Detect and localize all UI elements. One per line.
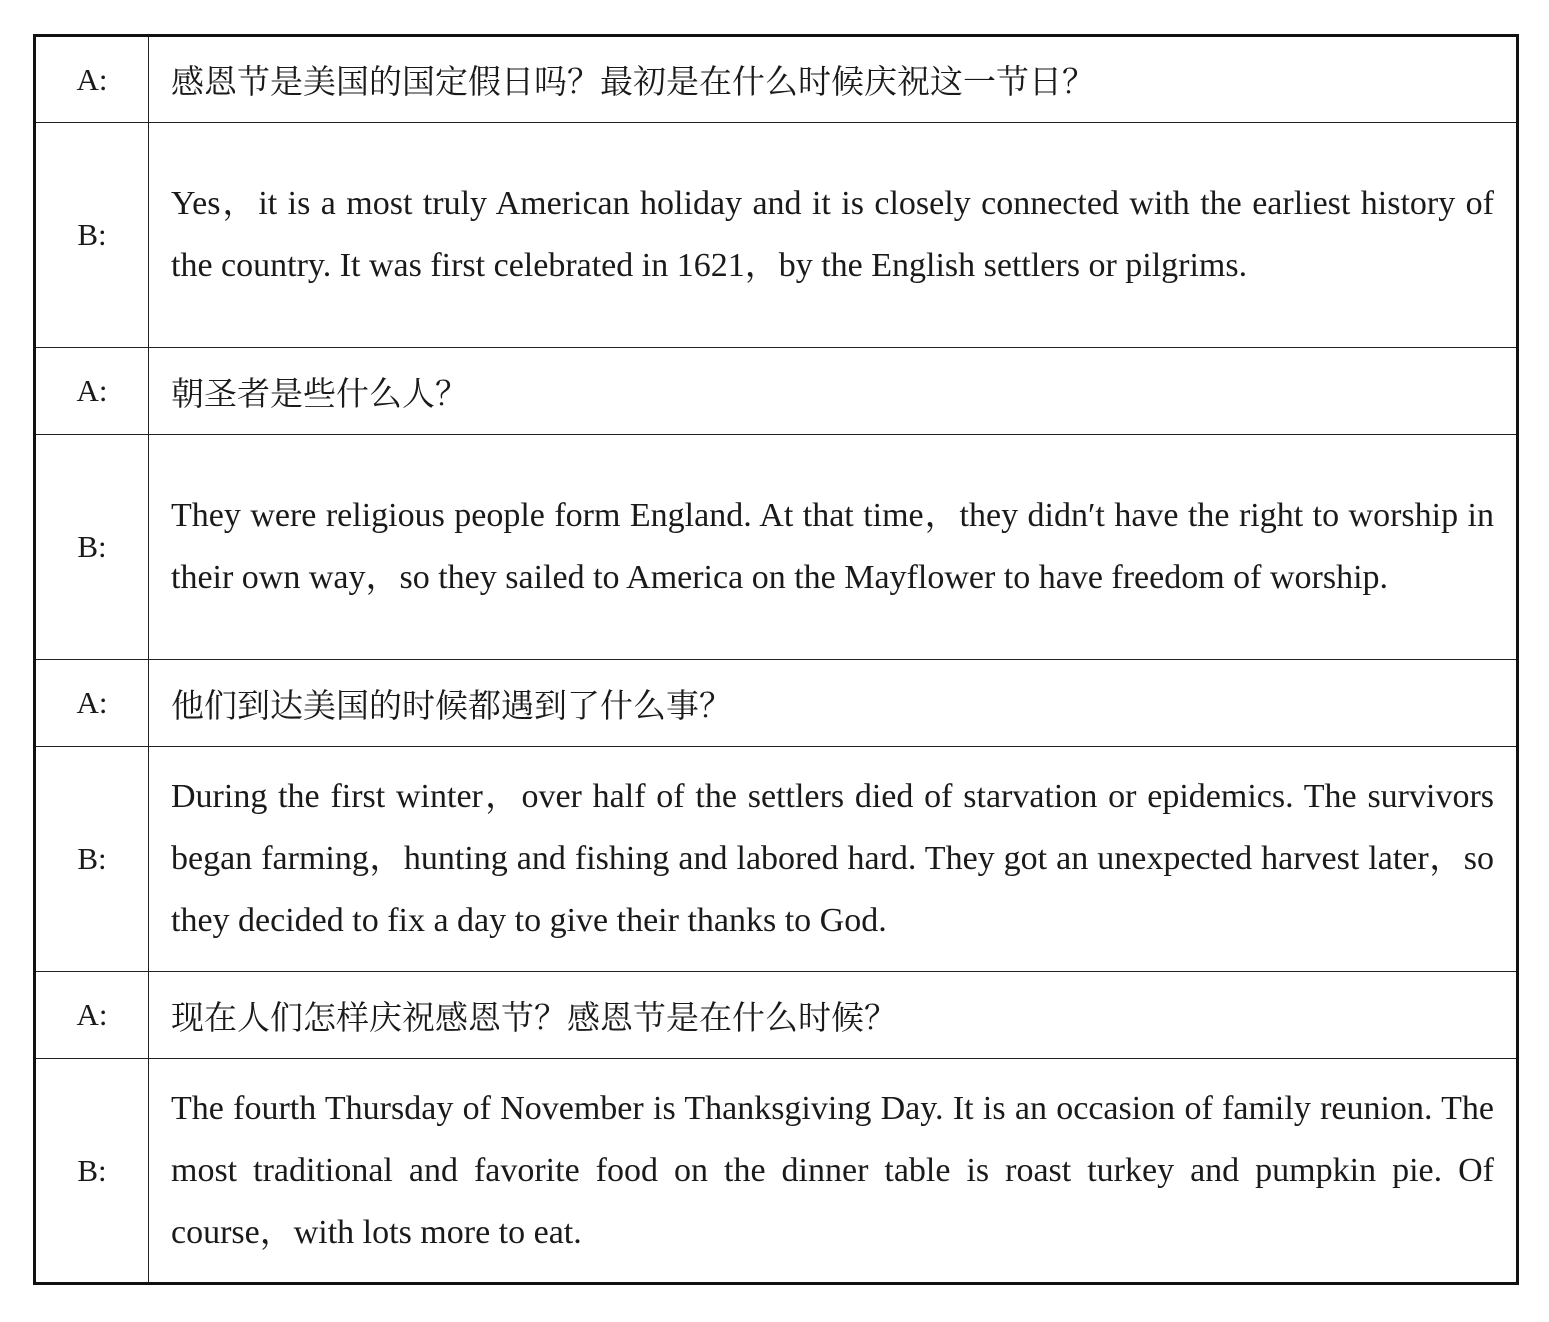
dialogue-table bbox=[33, 34, 1519, 1285]
question-text: 感恩节是美国的国定假日吗？最初是在什么时候庆祝这一节日？ bbox=[149, 36, 1518, 123]
dialogue-row bbox=[35, 660, 1518, 747]
speaker-label: A: bbox=[35, 348, 149, 435]
speaker-label: B: bbox=[35, 435, 149, 660]
answer-text: During the first winter，over half of the settlers died of starvation or epidemics. The survivors began farming，hunting and fishing and labored hard. They got an unexpected harvest later，so they decided to fix a day to give their thanks to God. bbox=[149, 747, 1518, 972]
dialogue-row bbox=[35, 123, 1518, 348]
speaker-label: B: bbox=[35, 1059, 149, 1284]
question-text: 朝圣者是些什么人？ bbox=[149, 348, 1518, 435]
speaker-label: A: bbox=[35, 972, 149, 1059]
speaker-label: B: bbox=[35, 123, 149, 348]
dialogue-row bbox=[35, 348, 1518, 435]
dialogue-row bbox=[35, 1059, 1518, 1284]
answer-text: They were religious people form England. At that time，they didn′t have the right to worship in their own way，so they sailed to America on the Mayflower to have freedom of worship. bbox=[149, 435, 1518, 660]
speaker-label: A: bbox=[35, 660, 149, 747]
dialogue-row bbox=[35, 972, 1518, 1059]
dialogue-row bbox=[35, 747, 1518, 972]
answer-text: Yes，it is a most truly American holiday and it is closely connected with the earliest history of the country. It was first celebrated in 1621，by the English settlers or pilgrims. bbox=[149, 123, 1518, 348]
dialogue-row bbox=[35, 36, 1518, 123]
speaker-label: A: bbox=[35, 36, 149, 123]
answer-text: The fourth Thursday of November is Thanksgiving Day. It is an occasion of family reunion. The most traditional and favorite food on the dinner table is roast turkey and pumpkin pie. Of course，with lots more to eat. bbox=[149, 1059, 1518, 1284]
question-text: 现在人们怎样庆祝感恩节？感恩节是在什么时候？ bbox=[149, 972, 1518, 1059]
dialogue-row bbox=[35, 435, 1518, 660]
speaker-label: B: bbox=[35, 747, 149, 972]
question-text: 他们到达美国的时候都遇到了什么事？ bbox=[149, 660, 1518, 747]
